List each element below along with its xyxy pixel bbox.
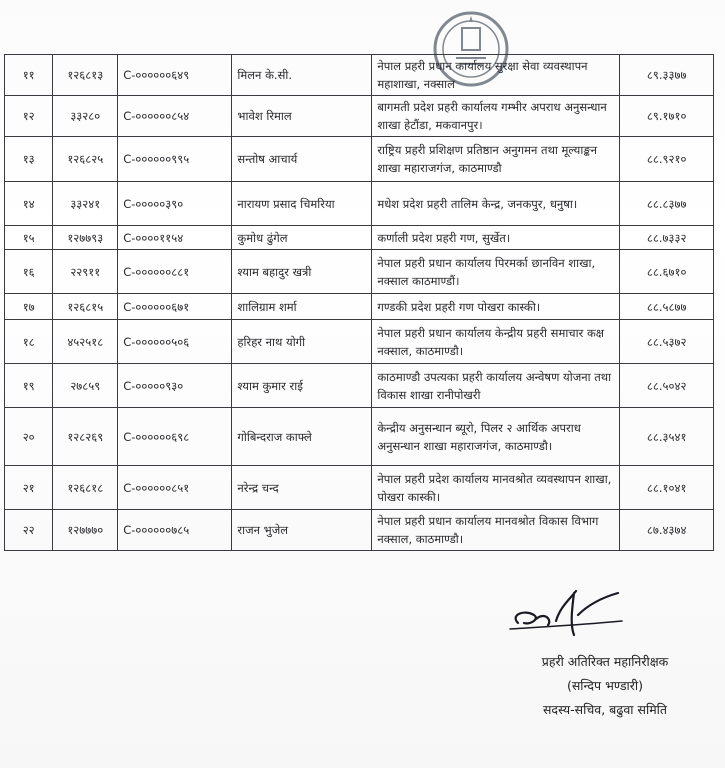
name-cell: गोबिन्दराज काफ्ले (232, 408, 372, 466)
serial-number-cell: १९ (5, 364, 53, 408)
office-cell: गण्डकी प्रदेश प्रहरी गण पोखरा कास्की। (372, 294, 620, 320)
table-row (5, 320, 714, 364)
office-cell: केन्द्रीय अनुसन्धान ब्यूरो, पिलर २ आर्थिक अपराध अनुसन्धान शाखा महाराजगंज, काठमाण्डौ। (372, 408, 620, 466)
roll-number-cell: C-००००००९९५ (118, 137, 232, 182)
roll-number-cell: C-००००००७८५ (118, 510, 232, 551)
office-cell: नेपाल प्रहरी प्रधान कार्यालय मानवश्रोत विकास विभाग नक्साल, काठमाण्डौ। (372, 510, 620, 551)
serial-number-cell: २० (5, 408, 53, 466)
score-cell: ८८.५३७२ (620, 320, 714, 364)
office-cell: नेपाल प्रहरी प्रदेश कार्यालय मानवश्रोत व्यवस्थापन शाखा, पोखरा कास्की। (372, 466, 620, 510)
office-cell: नेपाल प्रहरी प्रधान कार्यालय केन्द्रीय प्रहरी समाचार कक्ष नक्साल, काठमाण्डौ। (372, 320, 620, 364)
name-cell: नारायण प्रसाद चिमरिया (232, 182, 372, 226)
name-cell: राजन भुजेल (232, 510, 372, 551)
employee-id-cell: ३३२४१ (53, 182, 118, 226)
serial-number-cell: १२ (5, 96, 53, 137)
serial-number-cell: १५ (5, 226, 53, 250)
score-cell: ८८.५८७७ (620, 294, 714, 320)
employee-id-cell: १२७७७० (53, 510, 118, 551)
score-cell: ८८.७३३२ (620, 226, 714, 250)
score-cell: ८८.५०४२ (620, 364, 714, 408)
promotion-list-table (4, 54, 714, 551)
signatory-designation: प्रहरी अतिरिक्त महानिरीक्षक (541, 654, 669, 669)
employee-id-cell: २२९११ (53, 250, 118, 294)
name-cell: भावेश रिमाल (232, 96, 372, 137)
table-row (5, 364, 714, 408)
serial-number-cell: २१ (5, 466, 53, 510)
name-cell: श्याम कुमार राई (232, 364, 372, 408)
office-cell: काठमाण्डौ उपत्यका प्रहरी कार्यालय अन्वेषण योजना तथा विकास शाखा रानीपोखरी (372, 364, 620, 408)
employee-id-cell: १२७७९३ (53, 226, 118, 250)
table-row (5, 510, 714, 551)
table-row (5, 137, 714, 182)
table-row (5, 55, 714, 96)
serial-number-cell: १६ (5, 250, 53, 294)
score-cell: ८८.३५४१ (620, 408, 714, 466)
signature-block (505, 650, 705, 722)
signatory-role: सदस्य-सचिव, बढुवा समिति (542, 702, 668, 717)
office-cell: बागमती प्रदेश प्रहरी कार्यालय गम्भीर अपराध अनुसन्धान शाखा हेटौंडा, मकवानपुर। (372, 96, 620, 137)
score-cell: ८७.४३७४ (620, 510, 714, 551)
name-cell: सन्तोष आचार्य (232, 137, 372, 182)
roll-number-cell: C-००००००५०६ (118, 320, 232, 364)
roll-number-cell: C-००००००८५१ (118, 466, 232, 510)
table-row (5, 96, 714, 137)
table-row (5, 250, 714, 294)
score-cell: ८८.९२१० (620, 137, 714, 182)
table-row (5, 408, 714, 466)
serial-number-cell: १८ (5, 320, 53, 364)
serial-number-cell: १४ (5, 182, 53, 226)
name-cell: श्याम बहादुर खत्री (232, 250, 372, 294)
office-cell: नेपाल प्रहरी प्रधान कार्यालय सुरक्षा सेवा व्यवस्थापन महाशाखा, नक्साल (372, 55, 620, 96)
score-cell: ८८.६७१० (620, 250, 714, 294)
employee-id-cell: १२६८१५ (53, 294, 118, 320)
score-cell: ८८.८३७७ (620, 182, 714, 226)
office-cell: राष्ट्रिय प्रहरी प्रशिक्षण प्रतिष्ठान अनुगमन तथा मूल्याङ्कन शाखा महाराजगंज, काठमाण्डौ (372, 137, 620, 182)
employee-id-cell: ३३२८० (53, 96, 118, 137)
roll-number-cell: C-००००००६४९ (118, 55, 232, 96)
table-row (5, 182, 714, 226)
serial-number-cell: १३ (5, 137, 53, 182)
score-cell: ८९.३३७७ (620, 55, 714, 96)
roll-number-cell: C-०००००९३० (118, 364, 232, 408)
roll-number-cell: C-००००११५४ (118, 226, 232, 250)
name-cell: मिलन के.सी. (232, 55, 372, 96)
office-cell: नेपाल प्रहरी प्रधान कार्यालय पिरमर्का छानविन शाखा, नक्साल काठमाण्डौं। (372, 250, 620, 294)
table-row (5, 294, 714, 320)
employee-id-cell: १२६८१८ (53, 466, 118, 510)
serial-number-cell: १७ (5, 294, 53, 320)
employee-id-cell: १२८२६९ (53, 408, 118, 466)
score-cell: ८८.१०४१ (620, 466, 714, 510)
roll-number-cell: C-०००००३९० (118, 182, 232, 226)
table-row (5, 466, 714, 510)
score-cell: ८९.१७१० (620, 96, 714, 137)
name-cell: कुमोध ढुंगेल (232, 226, 372, 250)
employee-id-cell: २७८५९ (53, 364, 118, 408)
signatory-name: (सन्दिप भण्डारी) (566, 678, 643, 693)
roll-number-cell: C-००००००६९८ (118, 408, 232, 466)
name-cell: हरिहर नाथ योगी (232, 320, 372, 364)
roll-number-cell: C-००००००८५४ (118, 96, 232, 137)
office-cell: मधेश प्रदेश प्रहरी तालिम केन्द्र, जनकपुर, धनुषा। (372, 182, 620, 226)
table-row (5, 226, 714, 250)
office-cell: कर्णाली प्रदेश प्रहरी गण, सुर्खेत। (372, 226, 620, 250)
roll-number-cell: C-००००००८८१ (118, 250, 232, 294)
employee-id-cell: ४५२५१८ (53, 320, 118, 364)
name-cell: नरेन्द्र चन्द (232, 466, 372, 510)
roll-number-cell: C-००००००६७१ (118, 294, 232, 320)
serial-number-cell: ११ (5, 55, 53, 96)
signature-mark (500, 585, 630, 650)
employee-id-cell: १२६८२५ (53, 137, 118, 182)
employee-id-cell: १२६८१३ (53, 55, 118, 96)
serial-number-cell: २२ (5, 510, 53, 551)
name-cell: शालिग्राम शर्मा (232, 294, 372, 320)
